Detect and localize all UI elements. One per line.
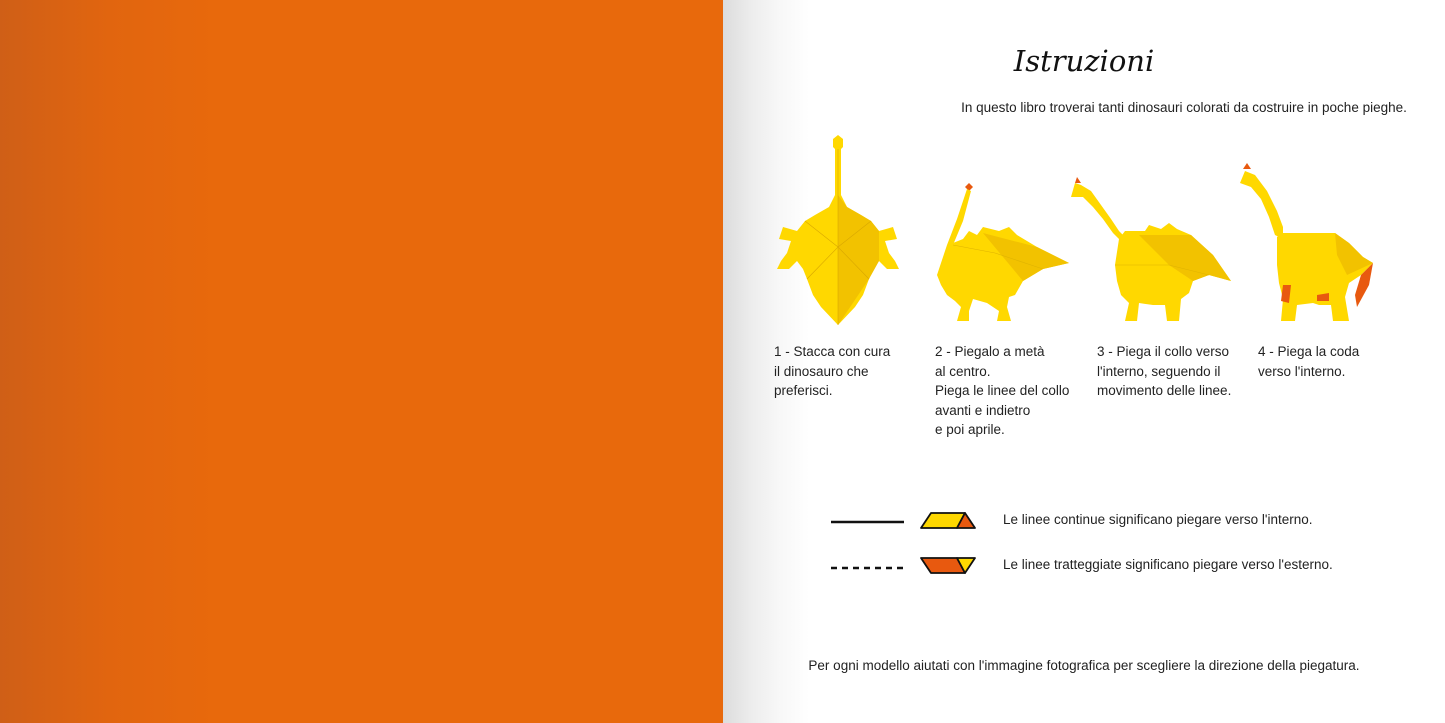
step-1-caption: [774, 342, 890, 401]
caption-line: avanti e indietro: [935, 402, 1031, 418]
caption-line: Piega le linee del collo: [935, 383, 1070, 399]
mountain-fold-icon: [919, 555, 977, 575]
caption-line: 2 - Piegalo a metà: [935, 344, 1045, 359]
caption-line: l'interno, seguendo il: [1097, 363, 1221, 379]
page-title: Istruzioni: [1013, 44, 1155, 78]
legend-solid-row: [723, 506, 1445, 536]
step-2-half-folded-dinosaur-image: [933, 135, 1073, 327]
legend-dashed-row: [723, 551, 1445, 581]
caption-line: 4 - Piega la coda: [1258, 344, 1360, 359]
valley-fold-icon: [919, 510, 977, 530]
caption-line: 1 - Stacca con cura: [774, 344, 891, 359]
right-page: [723, 0, 1445, 723]
step-4-tail-folded-dinosaur-image: [1237, 135, 1377, 327]
step-1-flat-dinosaur-image: [775, 135, 901, 327]
step-3-caption: [1097, 342, 1231, 401]
caption-line: e poi aprile.: [935, 422, 1005, 438]
caption-line: verso l'interno.: [1258, 363, 1346, 379]
step-3-neck-folded-dinosaur-image: [1069, 135, 1235, 327]
caption-line: preferisci.: [774, 383, 833, 399]
solid-line-icon: [831, 520, 905, 524]
legend-solid-text: Le linee continue significano piegare verso l'interno.: [1003, 512, 1313, 527]
dashed-line-icon: [831, 566, 905, 570]
step-4-caption: [1258, 342, 1359, 381]
footer-note: Per ogni modello aiutati con l'immagine fotografica per scegliere la direzione della piegatura.: [808, 658, 1360, 673]
step-2-caption: [935, 342, 1069, 440]
caption-line: al centro.: [935, 363, 991, 379]
caption-line: movimento delle linee.: [1097, 383, 1232, 399]
legend-dashed-text: Le linee tratteggiate significano piegare verso l'esterno.: [1003, 557, 1333, 572]
caption-line: 3 - Piega il collo verso: [1097, 344, 1230, 359]
caption-line: il dinosauro che: [774, 363, 869, 379]
intro-text: In questo libro troverai tanti dinosauri colorati da costruire in poche pieghe.: [961, 100, 1407, 115]
